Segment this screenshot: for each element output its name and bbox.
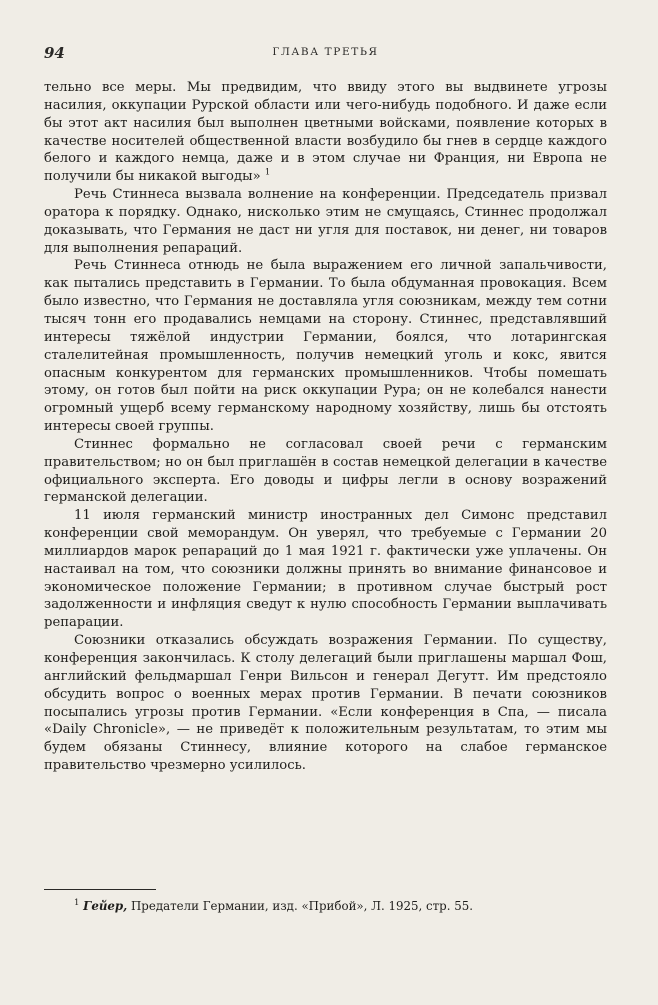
page-header xyxy=(44,44,607,64)
footnote-divider xyxy=(44,889,156,890)
footnote xyxy=(44,898,607,914)
footnote-author: Гейер, xyxy=(83,899,128,913)
paragraph-1-text: тельно все меры. Мы предвидим, что ввиду этого вы выдвинете угрозы насилия, оккупации Рурской области или чего-нибудь подобного. И даже если бы этот акт насилия был выполнен цветными войсками, появление которых в качестве носителей общественной власти возбудило бы гнев в сердце каждого белого и каждого немца, даже и в этом случае ни Франция, ни Европа не получили бы никакой выгоды» xyxy=(44,80,607,185)
paragraph-1 xyxy=(44,79,607,186)
footnote-reference: 1 xyxy=(264,167,271,178)
running-head: ГЛАВА ТРЕТЬЯ xyxy=(272,46,379,58)
footnote-number: 1 xyxy=(74,898,80,909)
page-number: 94 xyxy=(44,44,65,62)
body-text xyxy=(44,79,607,775)
footnote-text: Предатели Германии, изд. «Прибой», Л. 1925, стр. 55. xyxy=(131,899,473,913)
paragraph-2: Речь Стиннеса вызвала волнение на конференции. Председатель призвал оратора к порядку. Однако, нисколько этим не смущаясь, Стиннес продолжал доказывать, что Германия не даст ни угля для поставок, ни денег, ни товаров для выполнения репараций. xyxy=(44,187,607,256)
paragraph-5: 11 июля германский министр иностранных дел Симонс представил конференции свой меморандум. Он уверял, что требуемые с Германии 20 миллиардов марок репараций до 1 мая 1921 г. фактически уже уплачены. Он настаивал на том, что союзники должны принять во внимание финансовое и экономическое положение Германии; в противном случае быстрый рост задолженности и инфляция сведут к нулю способность Германии выплачивать репарации. xyxy=(44,508,607,631)
paragraph-4: Стиннес формально не согласовал своей речи с германским правительством; но он был приглашён в состав немецкой делегации в качестве официального эксперта. Его доводы и цифры легли в основу возражений германской делегации. xyxy=(44,436,607,506)
paragraph-6: Союзники отказались обсуждать возражения Германии. По существу, конференция закончилась. К столу делегаций были приглашены маршал Фош, английский фельдмаршал Генри Вильсон и генерал Дегутт. Им предстояло обсудить вопрос о военных мерах против Германии. В печати союзников посыпались угрозы против Германии. «Если конференция в Спа, — писала «Daily Chronicle», — не приведёт к положительным результатам, то этим мы будем обязаны Стиннесу, влияние которого на слабое германское правительство чрезмерно усилилось. xyxy=(44,633,607,774)
paragraph-3: Речь Стиннеса отнюдь не была выражением его личной запальчивости, как пытались представить в Германии. То была обдуманная провокация. Всем было известно, что Германия не доставляла угля союзникам, между тем сотни тысяч тонн его продавались немцами на сторону. Стиннес, представлявший интересы тяжёлой индустрии Германии, боялся, что лотарингская сталелитейная промышленность, получив немецкий уголь и кокс, явится опасным конкурентом для германских промышленников. Чтобы помешать этому, он готов был пойти на риск оккупации Рура; он не колебался нанести огромный ущерб всему германскому народному хозяйству, лишь бы отстоять интересы своей группы. xyxy=(44,258,607,435)
